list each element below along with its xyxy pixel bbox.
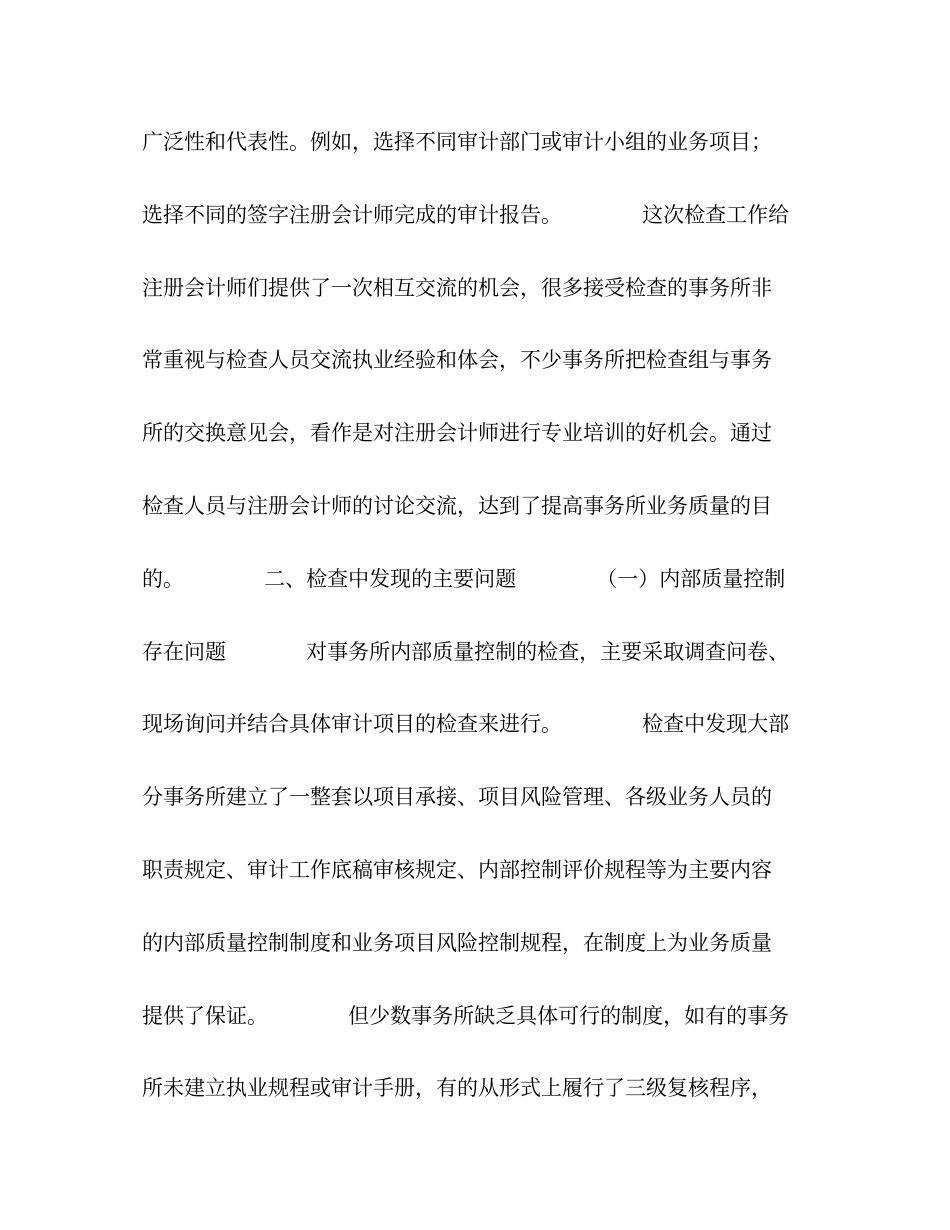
text-line: 检查人员与注册会计师的讨论交流，达到了提高事务所业务质量的目	[142, 493, 772, 518]
text-line: 存在问题 对事务所内部质量控制的检查，主要采取调查问卷、	[142, 639, 790, 664]
text-line: 提供了保证。 但少数事务所缺乏具体可行的制度，如有的事务	[142, 1003, 790, 1028]
text-line: 广泛性和代表性。例如，选择不同审计部门或审计小组的业务项目；	[142, 130, 772, 154]
text-line: 常重视与检查人员交流执业经验和体会，不少事务所把检查组与事务	[142, 348, 772, 373]
text-line: 选择不同的签字注册会计师完成的审计报告。 这次检查工作给	[142, 202, 790, 227]
text-line: 所的交换意见会，看作是对注册会计师进行专业培训的好机会。通过	[142, 421, 772, 446]
text-line: 的。 二、检查中发现的主要问题 （一）内部质量控制	[142, 566, 786, 591]
text-line: 的内部质量控制制度和业务项目风险控制规程，在制度上为业务质量	[142, 930, 772, 955]
text-line: 现场询问并结合具体审计项目的检查来进行。 检查中发现大部	[142, 712, 790, 737]
text-line: 注册会计师们提供了一次相互交流的机会，很多接受检查的事务所非	[142, 275, 772, 300]
text-line: 所未建立执业规程或审计手册，有的从形式上履行了三级复核程序，	[142, 1076, 772, 1101]
body-text	[142, 120, 822, 1139]
text-line: 职责规定、审计工作底稿审核规定、内部控制评价规程等为主要内容	[142, 857, 772, 882]
text-line: 分事务所建立了一整套以项目承接、项目风险管理、各级业务人员的	[142, 785, 772, 810]
